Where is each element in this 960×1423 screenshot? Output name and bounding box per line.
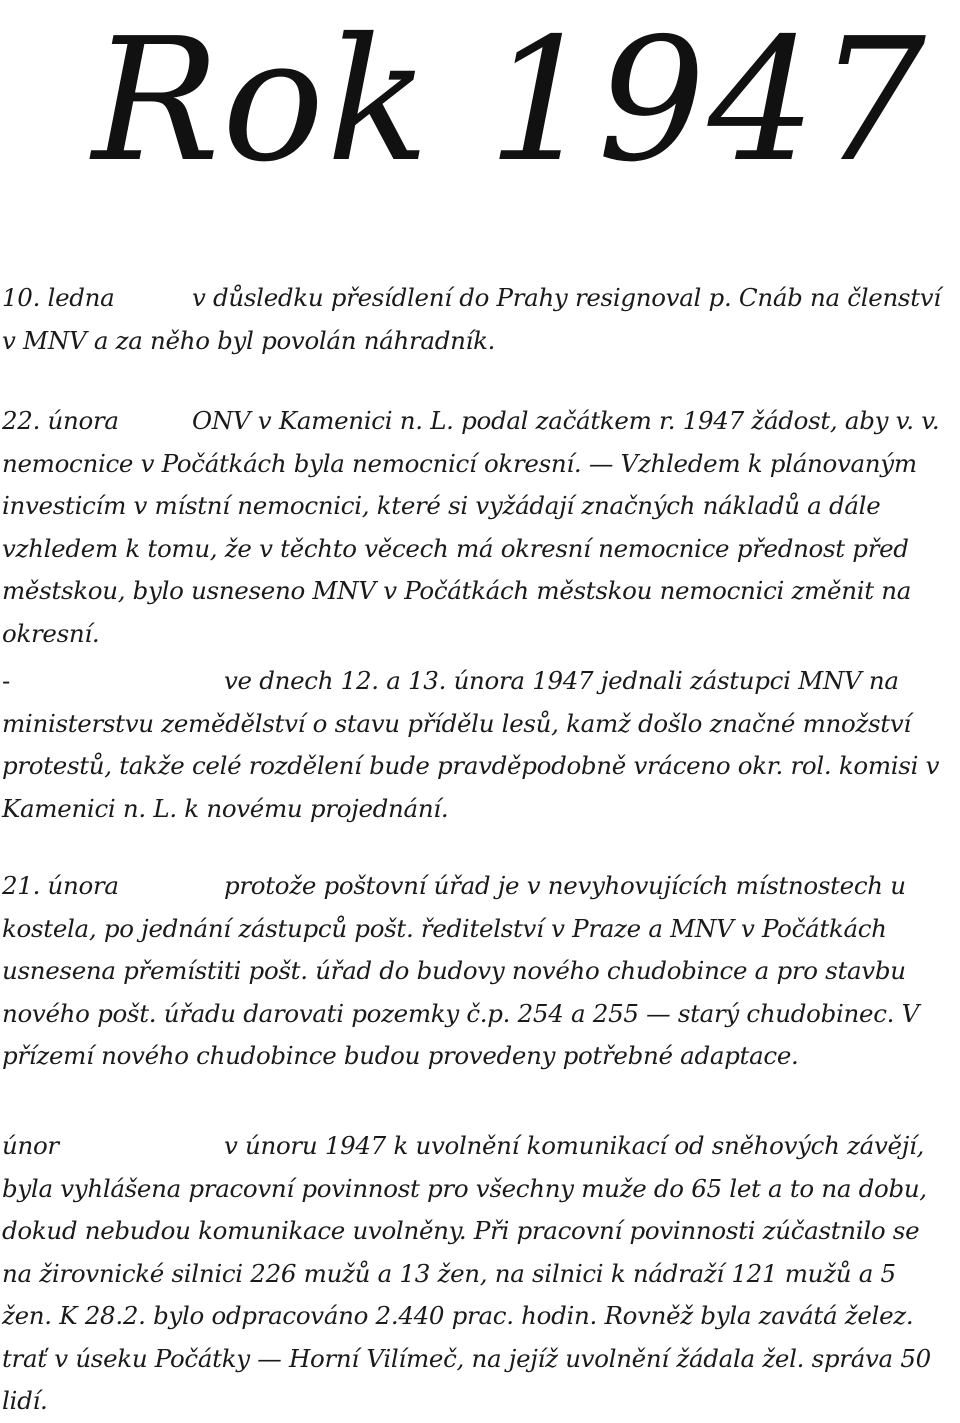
entry-text: ve dnech 12. a 13. února 1947 jednali zástupci MNV na ministerstvu zemědělství o stavu přídělu lesů, kamž došlo značné množství protestů, takže celé rozdělení bude pravděpodobně vráceno okr. rol. komisi v Kamenici n. L. k novému projednání.: [2, 666, 940, 823]
chronicle-entry: [2, 400, 947, 655]
entry-date: 10. ledna: [2, 283, 115, 312]
entry-date: -: [2, 666, 10, 695]
page-title: Rok 1947: [92, 2, 929, 200]
entry-text: protože poštovní úřad je v nevyhovujících místnostech u kostela, po jednání zástupců pošt. ředitelství v Praze a MNV v Počátkách usnesena přemístiti pošt. úřad do budovy nového chudobince a pro stavbu nového pošt. úřadu darovati pozemky č.p. 254 a 255 — starý chudobinec. V přízemí nového chudobince budou provedeny potřebné adaptace.: [2, 871, 919, 1070]
entry-date: 21. února: [2, 871, 119, 900]
chronicle-entry: [2, 660, 947, 830]
entry-text: v únoru 1947 k uvolnění komunikací od sněhových závějí, byla vyhlášena pracovní povinnost pro všechny muže do 65 let a to na dobu, dokud nebudou komunikace uvolněny. Při pracovní povinnosti zúčastnilo se na žirovnické silnici 226 mužů a 13 žen, na silnici k nádraží 121 mužů a 5 žen. K 28.2. bylo odpracováno 2.440 prac. hodin. Rovněž byla zavátá želez. trať v úseku Počátky — Horní Vilímeč, na jejíž uvolnění žádala žel. správa 50 lidí.: [2, 1131, 931, 1415]
entry-text: ONV v Kamenici n. L. podal začátkem r. 1947 žádost, aby v. v. nemocnice v Počátkách byla nemocnicí okresní. — Vzhledem k plánovaným investicím v místní nemocnici, které si vyžádají značných nákladů a dále vzhledem k tomu, že v těchto věcech má okresní nemocnice přednost před městskou, bylo usneseno MNV v Počátkách městskou nemocnici změnit na okresní.: [2, 406, 940, 648]
entry-date: únor: [2, 1131, 59, 1160]
entry-text: v důsledku přesídlení do Prahy resignoval p. Cnáb na členství v MNV a za něho byl povolán náhradník.: [2, 283, 941, 355]
chronicle-entry: [2, 1125, 947, 1423]
chronicle-entry: [2, 277, 947, 362]
chronicle-entry: [2, 865, 947, 1078]
entry-date: 22. února: [2, 406, 119, 435]
